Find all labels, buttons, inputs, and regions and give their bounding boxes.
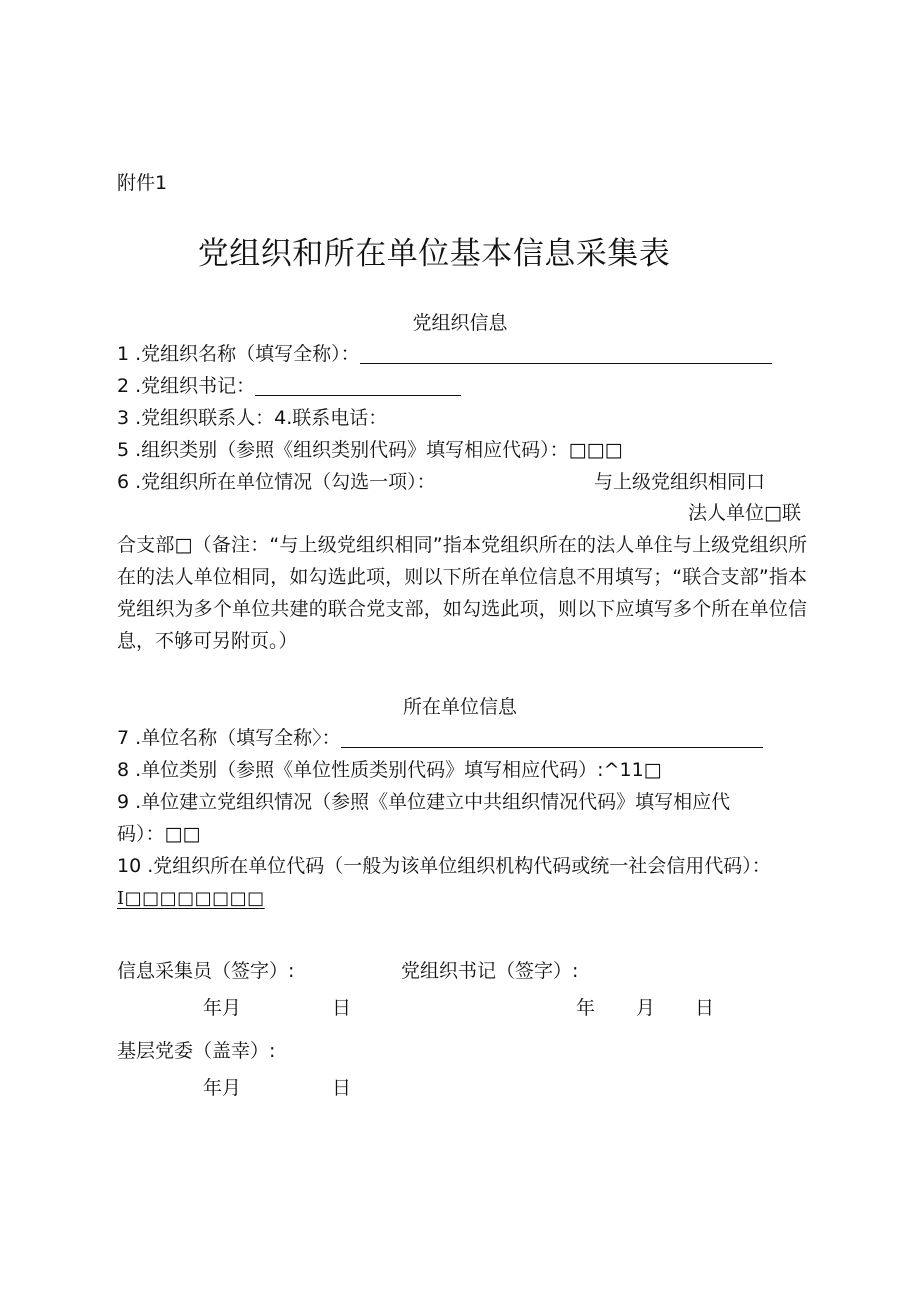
party-name-label: 1 .党组织名称（填写全称）： bbox=[117, 343, 360, 365]
collector-signature-label: 信息采集员（签字）: bbox=[117, 960, 295, 982]
attachment-label: 附件1 bbox=[117, 172, 168, 194]
unit-category-row: 8 .单位类别（参照《单位性质类别代码》填写相应代码）:^11□ bbox=[117, 759, 662, 781]
party-secretary-row bbox=[117, 370, 461, 402]
collector-date-year-month: 年月 bbox=[203, 997, 242, 1019]
unit-name-label: 7 .单位名称（填写全称〉： bbox=[117, 727, 341, 749]
party-name-row bbox=[117, 338, 772, 370]
unit-situation-note: 合支部□（备注：“与上级党组织相同”指本党组织所在的法人单住与上级党组织所在的法人单位相同，如勾选此项，则以下所在单位信息不用填写；“联合支部”指本党组织为多个单位共建的联合党支部，如勾选此项，则以下应填写多个所在单位信息，不够可另附页。） bbox=[117, 534, 807, 652]
unit-situation-row: 6 .党组织所在单位情况（勾选一项）： bbox=[117, 471, 436, 493]
unit-name-field[interactable] bbox=[341, 727, 763, 748]
unit-code-row: 10 .党组织所在单位代码（一般为该单位组织机构代码或统一社会信用代码）： bbox=[117, 855, 771, 877]
party-secretary-label: 2 .党组织书记： bbox=[117, 375, 256, 397]
collector-date-day: 日 bbox=[332, 997, 352, 1019]
party-name-field[interactable] bbox=[360, 343, 772, 364]
party-secretary-field[interactable] bbox=[255, 375, 461, 396]
option-same-as-parent[interactable]: 与上级党组织相同口 bbox=[594, 471, 766, 493]
unit-code-value: I□□□□□□□□ bbox=[117, 888, 265, 909]
committee-date-year-month: 年月 bbox=[203, 1077, 242, 1099]
option-legal-unit[interactable]: 法人单位□联 bbox=[688, 502, 801, 524]
secretary-date-day: 日 bbox=[695, 997, 715, 1019]
unit-party-status-row: 9 .单位建立党组织情况（参照《单位建立中共组织情况代码》填写相应代 bbox=[117, 791, 731, 813]
secretary-date-month: 月 bbox=[636, 997, 656, 1019]
committee-seal-label: 基层党委（盖幸）: bbox=[117, 1040, 276, 1062]
committee-date-day: 日 bbox=[332, 1077, 352, 1099]
unit-name-row bbox=[117, 722, 763, 754]
unit-code-boxes[interactable] bbox=[117, 882, 265, 915]
secretary-date-year: 年 bbox=[576, 997, 596, 1019]
form-title: 党组织和所在单位基本信息采集表 bbox=[197, 236, 671, 272]
secretary-signature-label: 党组织书记（签字）: bbox=[401, 960, 579, 982]
unit-info-heading: 所在单位信息 bbox=[402, 696, 517, 718]
unit-party-status-row-cont: 码）：□□ bbox=[117, 823, 201, 845]
party-contact-row: 3 .党组织联系人：4.联系电话： bbox=[117, 407, 388, 429]
party-info-heading: 党组织信息 bbox=[412, 312, 508, 334]
org-category-row: 5 .组织类别（参照《组织类别代码》填写相应代码）：□□□ bbox=[117, 439, 623, 461]
